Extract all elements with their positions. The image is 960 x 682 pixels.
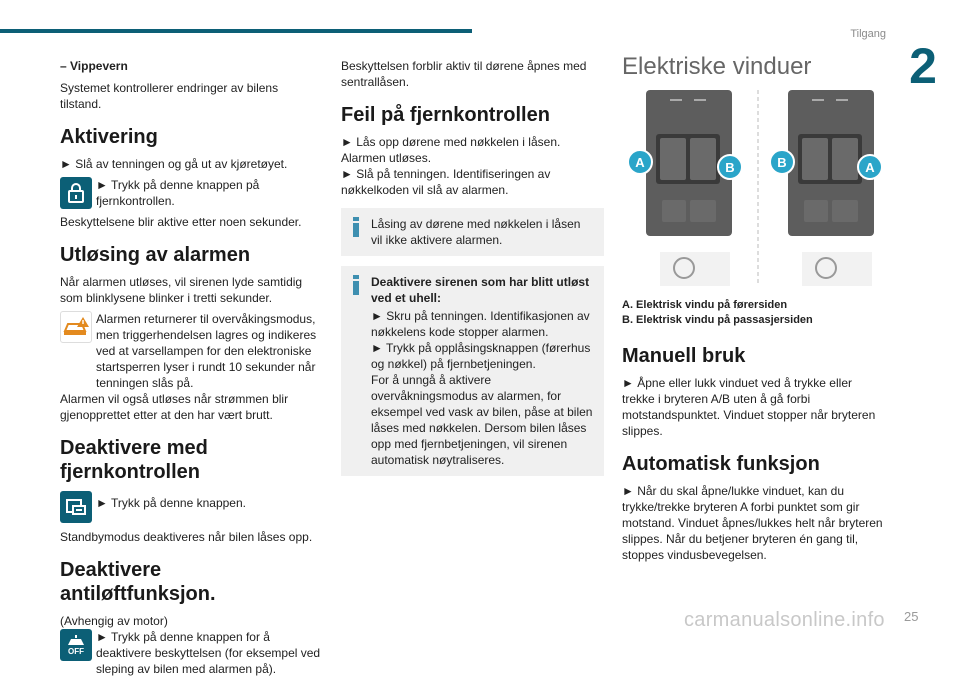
note2-text: For å unngå å aktivere overvåkningsmodus av alarmen, for eksempel ved vask av bilen, påse at bilen låses med nøkkelen. Dersom bilen låses opp med fjernbetjeningen, vil sirenen automatisk nøytraliseres. bbox=[371, 373, 593, 467]
window-switch-illustration bbox=[622, 90, 887, 290]
deaktivere-fjernkontroll-row bbox=[60, 491, 322, 523]
label-a-right: A bbox=[865, 160, 875, 175]
aktivering-text: Beskyttelsene blir aktive etter noen sekunder. bbox=[60, 215, 302, 229]
auto-text: ► Når du skal åpne/lukke vinduet, kan du trykke/trekke bryteren A forbi punktet som gir motstand. Vinduet åpnes/lukkes helt når bryteren slippes. Når du betjener bryteren én gang til, stoppes vindusbevegelsen. bbox=[622, 484, 883, 562]
caption-b: B. Elektrisk vindu på passasjersiden bbox=[622, 314, 813, 326]
note2-step1: ► Skru på tenningen. Identifikasjonen av nøkkelens kode stopper alarmen. bbox=[371, 309, 590, 339]
feil-step1: ► Lås opp dørene med nøkkelen i låsen. bbox=[341, 135, 561, 149]
deaktivere-antiloft-heading: Deaktivere antiløftfunksjon. bbox=[60, 559, 216, 605]
feil-heading: Feil på fjernkontrollen bbox=[341, 104, 550, 126]
deaktivere-fjernkontroll-text: Standbymodus deaktiveres når bilen låses opp. bbox=[60, 530, 313, 544]
note1-text: Låsing av dørene med nøkkelen i låsen vil ikke aktivere alarmen. bbox=[371, 217, 581, 247]
info-icon bbox=[351, 217, 361, 237]
deaktivere-antiloft-row bbox=[60, 629, 322, 677]
section-title: Tilgang bbox=[850, 28, 886, 40]
note2-title: Deaktivere sirenen som har blitt utløst ved et uhell: bbox=[371, 275, 590, 305]
aktivering-step2: ► Trykk på denne knappen på fjernkontrollen. bbox=[96, 178, 260, 208]
deaktivere-antiloft-sub: (Avhengig av motor) bbox=[60, 614, 168, 628]
auto-heading: Automatisk funksjon bbox=[622, 453, 820, 475]
note2-step2: ► Trykk på opplåsingsknappen (førerhus og nøkkel) på fjernbetjeningen. bbox=[371, 341, 591, 371]
feil-text1: Alarmen utløses. bbox=[341, 151, 432, 165]
aktivering-step1: ► Slå av tenningen og gå ut av kjøretøyet. bbox=[60, 157, 288, 171]
label-b-left: B bbox=[725, 160, 735, 175]
vippevern-title: – Vippevern bbox=[60, 59, 128, 73]
vippevern-text: Systemet kontrollerer endringer av bilens tilstand. bbox=[60, 81, 279, 111]
off-label: OFF bbox=[68, 646, 84, 656]
label-b-right: B bbox=[777, 155, 787, 170]
alarm-car-warning-icon bbox=[60, 311, 92, 343]
surveillance-off-icon bbox=[60, 491, 92, 523]
utlosing-text3: Alarmen vil også utløses når strømmen blir gjenopprettet etter at den har vært brutt. bbox=[60, 392, 289, 422]
lock-icon bbox=[60, 177, 92, 209]
deaktivere-fjernkontroll-step: ► Trykk på denne knappen. bbox=[96, 496, 246, 510]
column-2 bbox=[341, 58, 604, 486]
col2-intro: Beskyttelsen forblir aktiv til dørene åpnes med sentrallåsen. bbox=[341, 59, 587, 89]
manuell-text: ► Åpne eller lukk vinduet ved å trykke eller trekke i bryteren A/B uten å gå forbi motstandspunktet. Vinduet stopper når bryteren slippes. bbox=[622, 376, 876, 438]
column-3 bbox=[622, 52, 887, 568]
header-bar bbox=[0, 29, 472, 33]
utlosing-text2: Alarmen returnerer til overvåkingsmodus, men triggerhendelsen lagres og indikeres ved at varsellampen for den elektroniske startsperren lyser i rundt 10 sekunder når tenningen slås på. bbox=[96, 312, 317, 390]
utlosing-text1: Når alarmen utløses, vil sirenen lyde samtidig som blinklysene blinker i tretti sekunder. bbox=[60, 275, 303, 305]
label-a-left: A bbox=[635, 155, 645, 170]
lock-button-row bbox=[60, 177, 322, 209]
watermark: carmanualsonline.info bbox=[684, 609, 885, 631]
deaktivere-antiloft-step: ► Trykk på denne knappen for å deaktivere beskyttelsen (for eksempel ved sleping av bilen med alarmen på). bbox=[96, 630, 321, 676]
aktivering-heading: Aktivering bbox=[60, 126, 158, 148]
column-1 bbox=[60, 58, 322, 682]
utlosing-heading: Utløsing av alarmen bbox=[60, 244, 251, 266]
manuell-heading: Manuell bruk bbox=[622, 345, 746, 367]
deaktivere-fjernkontroll-heading: Deaktivere med fjernkontrollen bbox=[60, 437, 208, 483]
alarm-warning-row bbox=[60, 311, 322, 391]
note-box-2 bbox=[341, 266, 604, 476]
antilift-off-icon bbox=[60, 629, 92, 661]
figure-captions bbox=[622, 298, 887, 328]
info-icon bbox=[351, 275, 361, 295]
caption-a: A. Elektrisk vindu på førersiden bbox=[622, 299, 788, 311]
page-number: 25 bbox=[904, 609, 919, 624]
note-box-1 bbox=[341, 208, 604, 256]
electric-windows-title: Elektriske vinduer bbox=[622, 53, 812, 80]
chapter-number: 2 bbox=[909, 38, 937, 94]
feil-step2: ► Slå på tenningen. Identifiseringen av nøkkelkoden vil slå av alarmen. bbox=[341, 167, 551, 197]
